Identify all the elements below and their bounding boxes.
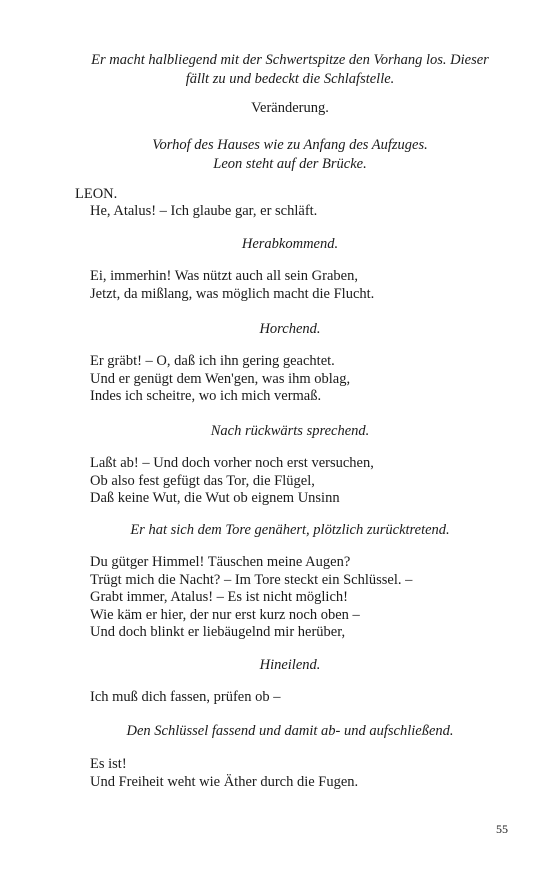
setting-line: Leon steht auf der Brücke. — [213, 156, 367, 172]
stage-direction: Herabkommend. — [241, 236, 339, 252]
stage-direction: Nach rückwärts sprechend. — [210, 423, 370, 439]
verse-block — [90, 203, 317, 221]
verse-block — [90, 554, 412, 642]
speaker-name: LEON. — [75, 186, 118, 202]
verse-line: He, Atalus! – Ich glaube gar, er schläft. — [90, 203, 318, 219]
stage-direction: Hineilend. — [259, 657, 321, 673]
scene-change: Veränderung. — [251, 100, 329, 116]
verse-line: Daß keine Wut, die Wut ob eignem Unsinn — [90, 490, 340, 506]
verse-line: Wie käm er hier, der nur erst kurz noch oben – — [90, 606, 360, 623]
direction-line: fällt zu und bedeckt die Schlafstelle. — [185, 71, 395, 87]
verse-line: Indes ich scheitre, wo ich mich vermaß. — [90, 388, 322, 404]
verse-line: Und er genügt dem Wen'gen, was ihm oblag, — [90, 370, 351, 387]
stage-direction-opening — [70, 51, 510, 89]
verse-line: Grabt immer, Atalus! – Es ist nicht möglich! — [90, 589, 348, 605]
verse-block — [90, 455, 374, 508]
verse-line: Er gräbt! – O, daß ich ihn gering geachtet. — [90, 353, 335, 369]
stage-direction: Den Schlüssel fassend und damit ab- und aufschließend. — [126, 723, 454, 739]
verse-block — [90, 689, 280, 707]
page-number: 55 — [496, 822, 508, 836]
verse-line: Ich muß dich fassen, prüfen ob – — [90, 689, 281, 705]
verse-line: Laßt ab! – Und doch vorher noch erst versuchen, — [90, 455, 374, 471]
verse-line: Es ist! — [90, 756, 127, 772]
verse-line: Ob also fest gefügt das Tor, die Flügel, — [90, 472, 315, 489]
verse-line: Und Freiheit weht wie Äther durch die Fugen. — [90, 773, 359, 790]
scene-setting — [70, 136, 510, 174]
verse-line: Und doch blinkt er liebäugelnd mir herüber, — [90, 624, 346, 640]
verse-block — [90, 756, 358, 791]
stage-direction: Horchend. — [259, 321, 321, 337]
verse-block — [90, 353, 350, 406]
verse-line: Du gütger Himmel! Täuschen meine Augen? — [90, 554, 351, 570]
setting-line: Vorhof des Hauses wie zu Anfang des Aufzuges. — [152, 137, 428, 153]
verse-line: Jetzt, da mißlang, was möglich macht die Flucht. — [90, 285, 375, 302]
verse-block — [90, 268, 374, 303]
verse-line: Ei, immerhin! Was nützt auch all sein Graben, — [90, 268, 358, 284]
stage-direction: Er hat sich dem Tore genähert, plötzlich zurücktretend. — [130, 522, 450, 538]
direction-line: Er macht halbliegend mit der Schwertspitze den Vorhang los. Dieser — [91, 52, 489, 68]
verse-line: Trügt mich die Nacht? – Im Tore steckt ein Schlüssel. – — [90, 571, 413, 588]
